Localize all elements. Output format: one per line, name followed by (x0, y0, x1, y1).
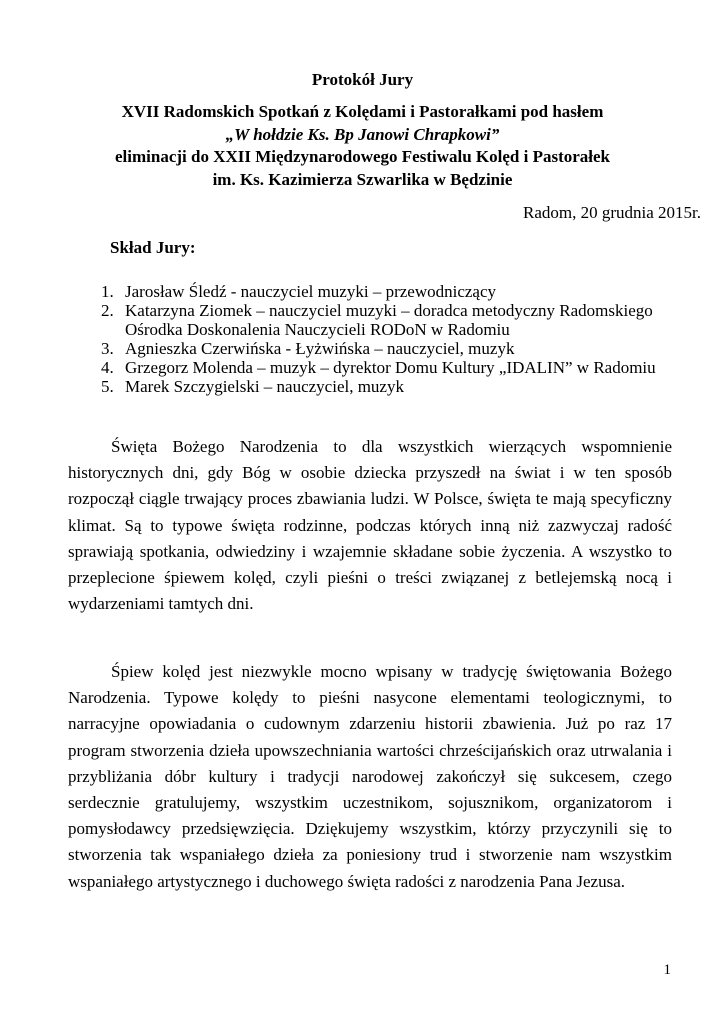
list-item (101, 339, 701, 358)
protocol-title: Protokół Jury (311, 70, 414, 89)
festival-name: eliminacji do XXII Międzynarodowego Festiwalu Kolęd i Pastorałek (114, 147, 611, 166)
list-item (101, 301, 701, 339)
page-number: 1 (663, 962, 671, 978)
jury-member: Agnieszka Czerwińska - Łyżwińska – nauczyciel, muzyk (125, 339, 515, 358)
list-number: 3. (101, 339, 114, 358)
list-item (101, 377, 701, 396)
list-item (101, 282, 701, 301)
festival-patron: im. Ks. Kazimierza Szwarlika w Będzinie (212, 169, 513, 189)
jury-member: Marek Szczygielski – nauczyciel, muzyk (125, 377, 404, 396)
event-name: XVII Radomskich Spotkań z Kolędami i Pastorałkami pod hasłem (121, 102, 604, 121)
list-number: 2. (101, 301, 114, 320)
jury-member: Katarzyna Ziomek – nauczyciel muzyki – doradca metodyczny Radomskiego Ośrodka Doskonalenia Nauczycieli RODoN w Radomiu (125, 301, 653, 339)
jury-list (101, 282, 701, 396)
body-paragraph-1: Święta Bożego Narodzenia to dla wszystkich wierzących wspomnienie historycznych dni, gdy Bóg w osobie dziecka przyszedł na świat i w ten sposób rozpoczął ciągle trwający proces zbawiania ludzi. W Polsce, święta te mają specyficzny klimat. Są to typowe święta rodzinne, podczas których inną niż zazwyczaj radość sprawiają spotkania, odwiedziny i wzajemnie składane sobie życzenia. A wszystko to przeplecione śpiewem kolęd, czyli pieśni o treści związanej z betlejemską nocą i wydarzeniami tamtych dni. (68, 437, 672, 614)
document-date: Radom, 20 grudnia 2015r. (522, 203, 701, 222)
body-paragraph-2: Śpiew kolęd jest niezwykle mocno wpisany w tradycję świętowania Bożego Narodzenia. Typowe kolędy to pieśni nasycone elementami teologicznymi, to narracyjne opowiadania o cudownym zdarzeniu historii zbawienia. Już po raz 17 program stworzenia dzieła upowszechniania wartości chrześcijańskich oraz utrwalania i przybliżania dóbr kultury i tradycji narodowej zakończył się sukcesem, czego serdecznie gratulujemy, wszystkim uczestnikom, sojusznikom, organizatorom i pomysłodawcy przedsięwzięcia. Dziękujemy wszystkim, którzy przyczynili się to stworzenia tak wspaniałego dzieła za poniesiony trud i stworzenie nam wszystkim wspaniałego artystycznego i duchowego święta radości z narodzenia Pana Jezusa. (68, 662, 672, 891)
jury-heading: Skład Jury: (110, 238, 196, 257)
jury-member: Jarosław Śledź - nauczyciel muzyki – przewodniczący (125, 282, 497, 301)
title-block (0, 69, 725, 191)
list-number: 5. (101, 377, 114, 396)
jury-member: Grzegorz Molenda – muzyk – dyrektor Domu Kultury „IDALIN” w Radomiu (125, 358, 656, 377)
list-number: 4. (101, 358, 114, 377)
event-motto-text: „W hołdzie Ks. Bp Janowi Chrapkowi” (225, 124, 500, 144)
list-number: 1. (101, 282, 114, 301)
event-motto (0, 124, 725, 147)
list-item (101, 358, 701, 377)
